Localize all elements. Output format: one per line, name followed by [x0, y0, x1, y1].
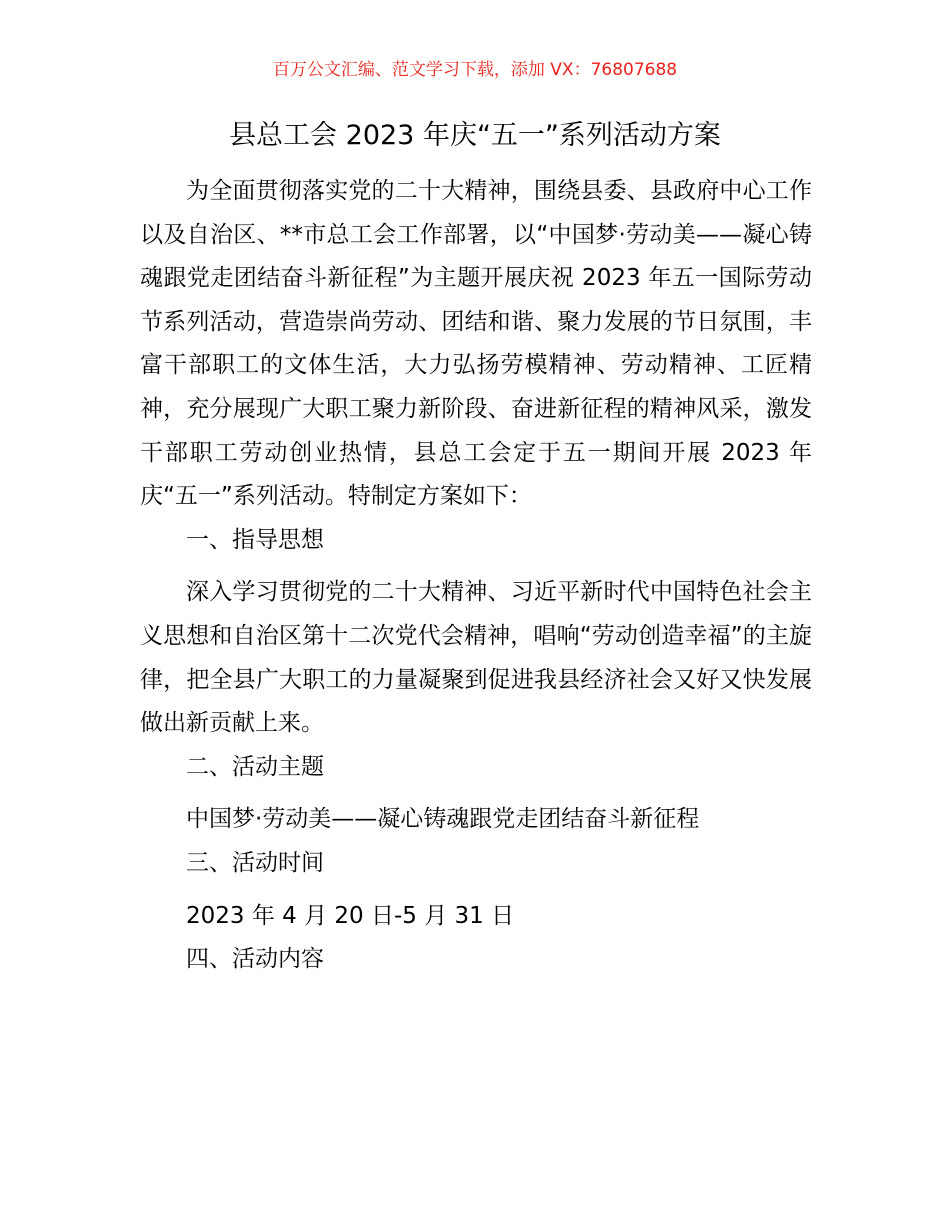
section-content-activity-theme: 中国梦·劳动美——凝心铸魂跟党走团结奋斗新征程: [186, 806, 700, 833]
section-content-activity-time: 2023 年 4 月 20 日-5 月 31 日: [186, 902, 515, 929]
section-heading-activity-theme: 二、活动主题: [186, 753, 324, 780]
document-body: [140, 170, 812, 982]
document-title: 县总工会 2023 年庆“五一”系列活动方案: [229, 120, 721, 151]
section-content-guiding-ideology: 深入学习贯彻党的二十大精神、习近平新时代中国特色社会主义思想和自治区第十二次党代会精神，唱响“劳动创造幸福”的主旋律，把全县广大职工的力量凝聚到促进我县经济社会又好又快发展做出新贡献上来。: [140, 579, 812, 737]
intro-paragraph: 为全面贯彻落实党的二十大精神，围绕县委、县政府中心工作以及自治区、**市总工会工作部署，以“中国梦·劳动美——凝心铸魂跟党走团结奋斗新征程”为主题开展庆祝 2023 年五一国际劳动节系列活动，营造崇尚劳动、团结和谐、聚力发展的节日氛围，丰富干部职工的文体生活，大力弘扬劳模精神、劳动精神、工匠精神，充分展现广大职工聚力新阶段、奋进新征程的精神风采，激发干部职工劳动创业热情，县总工会定于五一期间开展 2023 年庆“五一”系列活动。特制定方案如下：: [140, 178, 812, 510]
section-heading-activity-time: 三、活动时间: [186, 849, 324, 876]
header-promo-note: 百万公文汇编、范文学习下载，添加 VX：76807688: [272, 60, 678, 80]
section-heading-activity-content: 四、活动内容: [186, 946, 324, 973]
section-heading-guiding-ideology: 一、指导思想: [186, 526, 324, 553]
